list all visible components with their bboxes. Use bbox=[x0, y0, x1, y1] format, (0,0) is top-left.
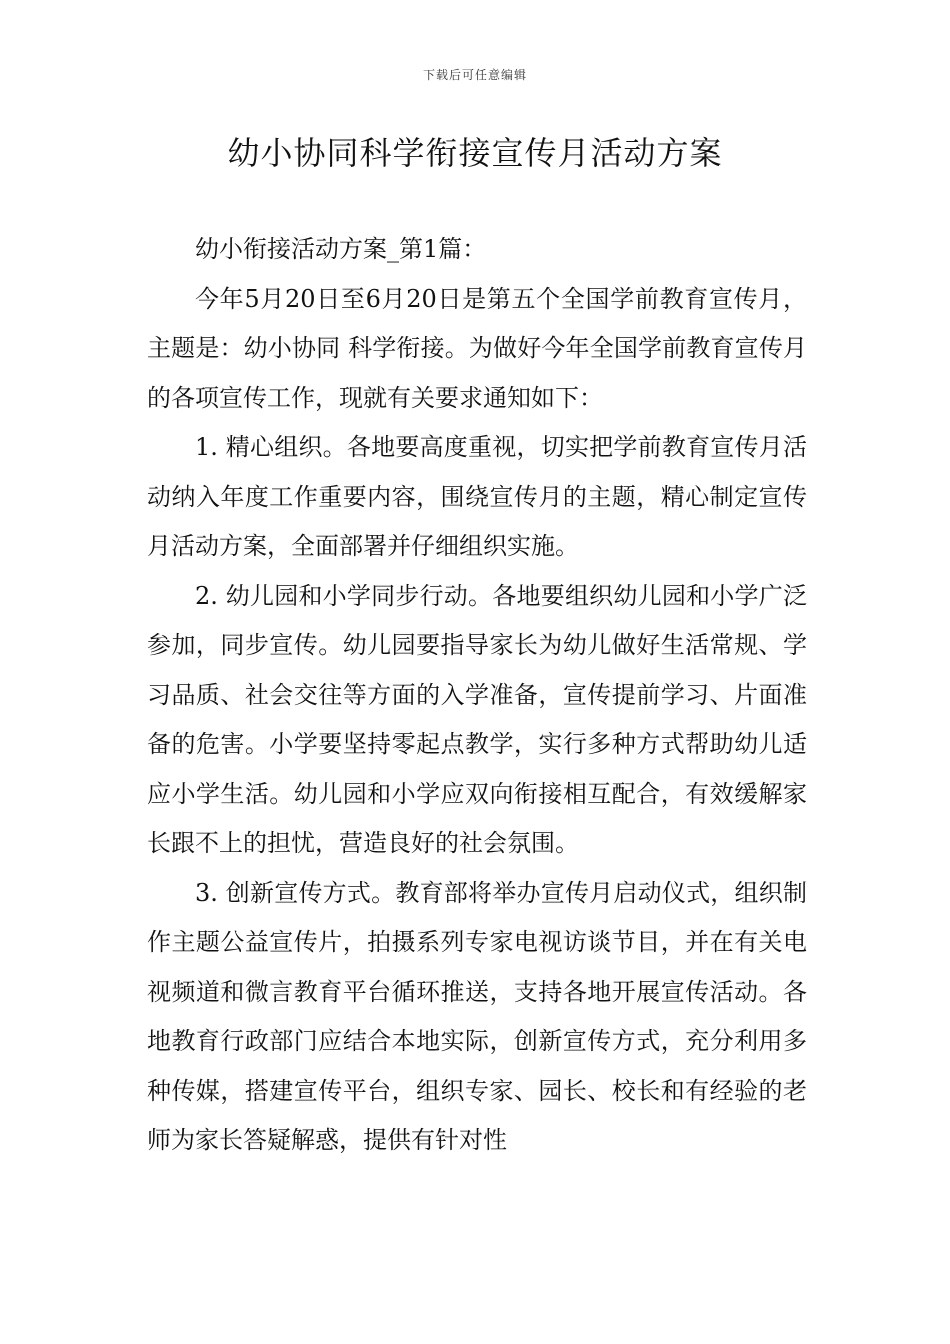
header-note: 下载后可任意编辑 bbox=[422, 68, 527, 82]
document-title: 幼小协同科学衔接宣传月活动方案 bbox=[227, 134, 723, 172]
document-body bbox=[147, 225, 807, 1166]
paragraph-subtitle: 幼小衔接活动方案_第1篇： bbox=[195, 235, 487, 263]
paragraph-item-2: 2. 幼儿园和小学同步行动。各地要组织幼儿园和小学广泛参加，同步宣传。幼儿园要指导家长为幼儿做好生活常规、学习品质、社会交往等方面的入学准备，宣传提前学习、片面准备的危害。小学要坚持零起点教学，实行多种方式帮助幼儿适应小学生活。幼儿园和小学应双向衔接相互配合，有效缓解家长跟不上的担忧，营造良好的社会氛围。 bbox=[147, 581, 807, 857]
paragraph-intro: 今年5月20日至6月20日是第五个全国学前教育宣传月，主题是：幼小协同 科学衔接。为做好今年全国学前教育宣传月的各项宣传工作，现就有关要求通知如下： bbox=[147, 284, 807, 412]
paragraph-item-1: 1. 精心组织。各地要高度重视，切实把学前教育宣传月活动纳入年度工作重要内容，围绕宣传月的主题，精心制定宣传月活动方案，全面部署并仔细组织实施。 bbox=[147, 433, 807, 560]
paragraph-item-3: 3. 创新宣传方式。教育部将举办宣传月启动仪式，组织制作主题公益宣传片，拍摄系列专家电视访谈节目，并在有关电视频道和微言教育平台循环推送，支持各地开展宣传活动。各地教育行政部门应结合本地实际，创新宣传方式，充分利用多种传媒，搭建宣传平台，组织专家、园长、校长和有经验的老师为家长答疑解惑，提供有针对性 bbox=[147, 878, 807, 1154]
